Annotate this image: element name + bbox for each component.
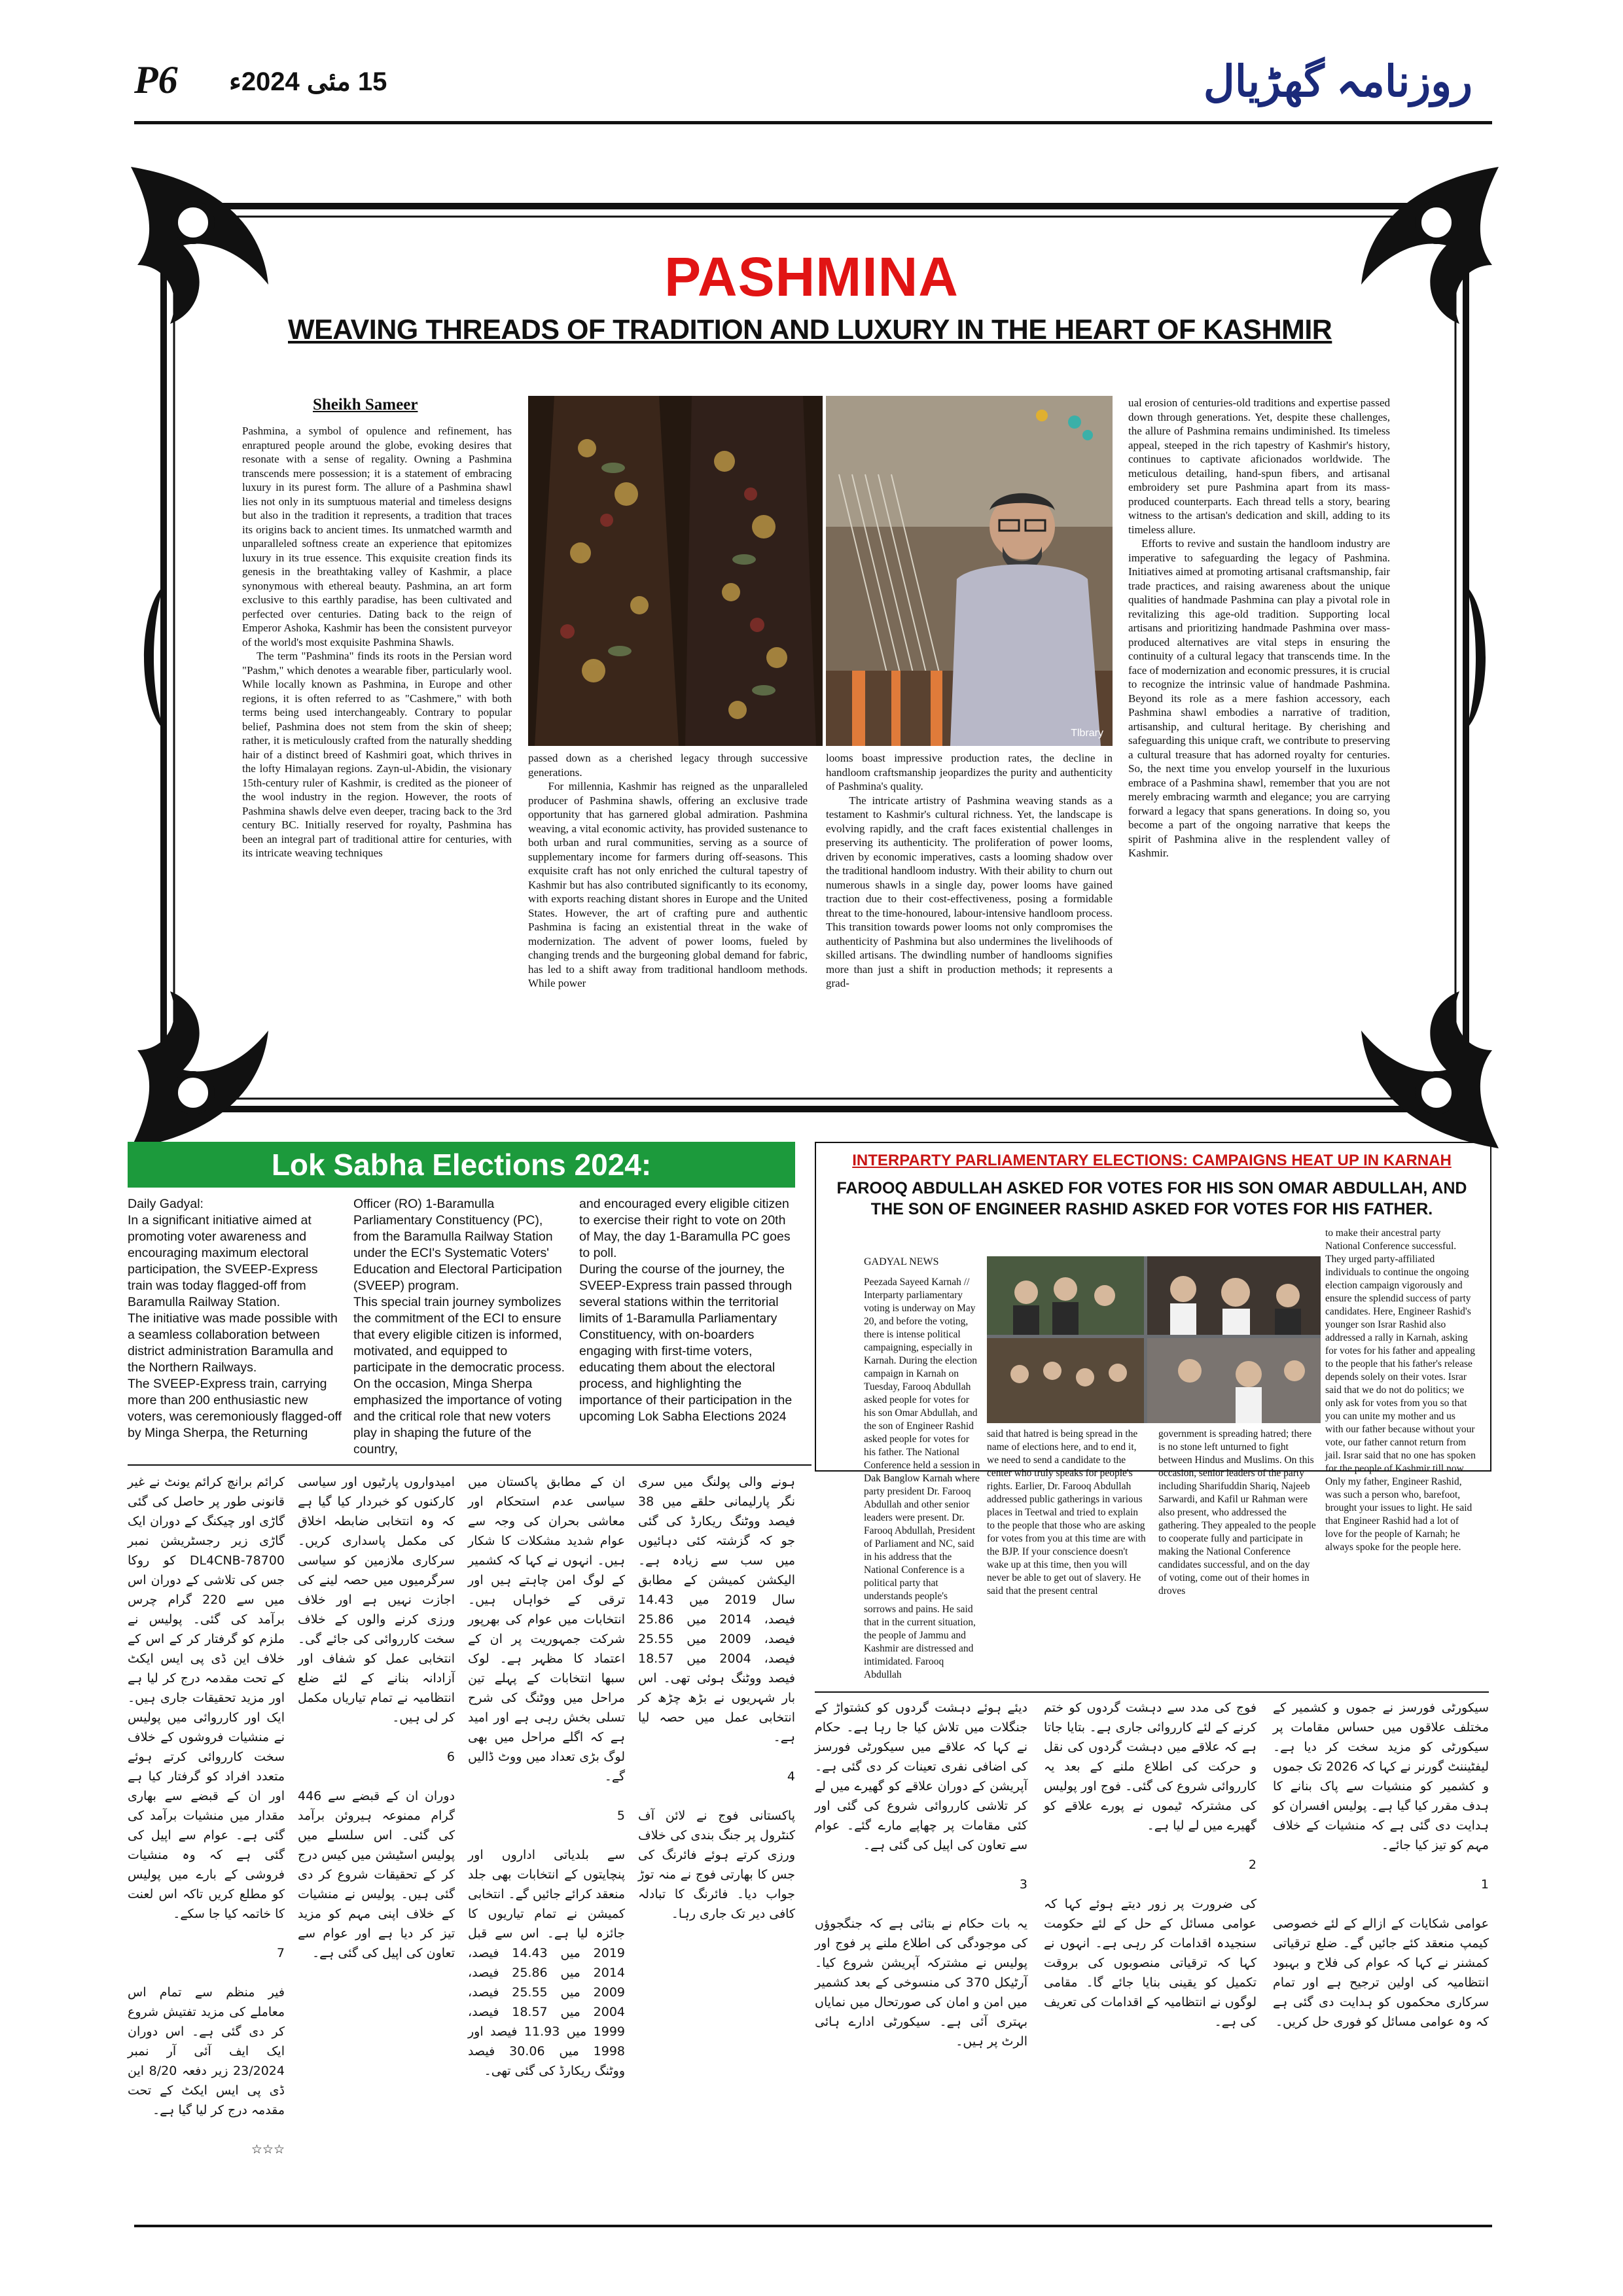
urdu-col-3: ان کے مطابق پاکستان میں سیاسی عدم استحکام اور معاشی بحران کی وجہ سے عوام شدید مشکلات کا شکار ہیں۔ انہوں نے کہا کہ کشمیر کے لوگ امن چاہتے ہیں اور ترقی کے خواہاں ہیں۔ انتخابات میں عوام کی بھرپور شرکت جمہوریت پر ان کے اعتماد کا مظہر ہے۔ لوک سبھا انتخابات کے پہلے تین مراحل میں ووٹنگ کی شرح تسلی بخش رہی ہے اور امید ہے کہ اگلے مراحل میں بھی لوگ بڑی تعداد میں ووٹ ڈالیں گے۔ 5 سے بلدیاتی اداروں اور پنچایتوں کے انتخابات بھی جلد منعقد کرائے جائیں گے۔ انتخابی کمیشن نے تمام تیاریوں کا جائزہ لیا ہے۔ اس سے قبل 2019 میں 14.43 فیصد، 2014 میں 25.86 فیصد، 2009 میں 25.55 فیصد، 2004 میں 18.57 فیصد، 1999 میں 11.93 فیصد اور 1998 میں 30.06 فیصد ووٹنگ ریکارڈ کی گئی تھی۔ bbox=[468, 1475, 626, 2078]
karnah-kicker: INTERPARTY PARLIAMENTARY ELECTIONS: CAMPAIGNS HEAT UP IN KARNAH bbox=[852, 1152, 1452, 1169]
photo-credit: Tlbrary bbox=[1071, 728, 1103, 739]
feature-col-2: passed down as a cherished legacy through successive generations. For millennia, Kashmir has reigned as the unparalleled producer of Pashmina shawls, offering an exclusive trade opportunity that has garnered global admiration. Pashmina weaving, a vital economic activity, has provided sustenance to both urban and rural communities, serving as a source of supplementary income for farmers during off-seasons. This exquisite craft has not only enriched the cultural tapestry of Kashmir but has also contributed significantly to its economy, with exports reaching distant shores in Europe and the United States. However, the art of crafting pure and authentic Pashmina is facing an existential threat in the wake of modernization. The advent of power looms, fueled by changing trends and the burgeoning global demand for fabric, has led to a shift away from traditional handloom methods. While power bbox=[528, 752, 808, 989]
feature-col-1: Pashmina, a symbol of opulence and refinement, has enraptured people around the globe, evoking desires that resonate with a sense of regality. Owning a Pashmina transcends mere possession; it is a statement of embracing luxury in its purest form. The allure of a Pashmina shawl lies not only in its sumptuous material and timeless designs but also in the tradition it represents, a tradition that traces its origins back to ancient times. Its unmatched warmth and unparalleled softness create an experience that epitomizes luxury in its true essence. This exquisite creation finds its genesis in the breathtaking valley of Kashmir, a place synonymous with ethereal beauty. Pashmina, an art form exclusive to this earthly paradise, has been cultivated and perfected over centuries. Dating back to the reign of Emperor Ashoka, Kashmir has been the consistent purveyor of the world's most exquisite Pashmina Shawls. The term "Pashmina" finds its roots in the Persian word "Pashm," which denotes a wearable fiber, particularly wool. While locally known as Pashmina, in Europe and other regions, it is often referred to as "Cashmere," with both terms being used interchangeably. Contrary to popular belief, Pashmina does not stem from the skin of sheep; rather, it is meticulously crafted from the naturally shedding hair of a distinct breed of Kashmiri goat, which thrives in the lofty Himalayan regions. Zayn-ul-Abidin, the visionary 15th-century ruler of Kashmir, is credited as the pioneer of the wool industry in the region. However, the roots of Pashmina shawls delve even deeper, tracing back to the 3rd century BC. Initially reserved for royalty, Pashmina has been an integral part of traditional attire for centuries, with its intricate weaving techniques bbox=[242, 425, 512, 859]
urdu-section-rule bbox=[128, 1464, 812, 1466]
karnah-col-2: said that hatred is being spread in the name of elections here, and to end it, we need to send a candidate to the center who truly speaks for people's rights. Earlier, Dr. Farooq Abdullah addressed public gatherings in various places in Teetwal and tried to explain to the people that those who are asking for votes from you at this time are with the BJP. If your conscience doesn't wake up at this time, then you will never be able to get out of slavery. He said that the present central bbox=[987, 1428, 1149, 1597]
karnah-headline: FAROOQ ABDULLAH ASKED FOR VOTES FOR HIS SON OMAR ABDULLAH, AND THE SON OF ENGINEER RASHID ASKED FOR VOTES FOR HIS FATHER. bbox=[836, 1179, 1467, 1218]
loksabha-banner: Lok Sabha Elections 2024: bbox=[128, 1142, 795, 1188]
feature-title: PASHMINA bbox=[664, 246, 959, 308]
urdu-col-5: دیئے ہوئے دہشت گردوں کو کشتواڑ کے جنگلات میں تلاش کیا جا رہا ہے۔ حکام نے کہا کہ علاقے میں سیکورٹی فورسز کی اضافی نفری تعینات کر دی گئی ہے۔ آپریشن کے دوران علاقے کو گھیرے میں لے کر تلاشی کارروائی شروع کی گئی اور کئی مقامات پر چھاپے مارے گئے۔ عوام سے تعاون کی اپیل کی گئی ہے۔ 3 یہ بات حکام نے بتائی ہے کہ جنگجوؤں کی موجودگی کی اطلاع ملنے پر فوج اور پولیس نے مشترکہ آپریشن شروع کیا۔ آرٹیکل 370 کی منسوخی کے بعد کشمیر میں امن و امان کی صورتحال میں نمایاں بہتری آئی ہے۔ سیکورٹی ادارے ہائی الرٹ پر ہیں۔ bbox=[815, 1701, 1027, 2049]
feature-col-3: looms boast impressive production rates, the decline in handloom craftsmanship jeopardizes the purity and authenticity of Pashmina's quality. The intricate artistry of Pashmina weaving stands as a testament to Kashmir's cultural richness. Yet, the landscape is evolving rapidly, and the craft faces existential challenges in preserving its authenticity. The proliferation of power looms, driven by economic imperatives, casts a looming shadow over the traditional handloom industry. With their ability to churn out numerous shawls in a single day, power looms have gained traction due to their cost-effectiveness, posing a formidable threat to the time-honoured, labour-intensive handloom process. This transition towards power looms not only compromises the authenticity of Pashmina but also undermines the livelihoods of skilled artisans. The dwindling number of handlooms signifies more than just a shift in production methods; it represents a grad- bbox=[826, 752, 1113, 989]
feature-col-4: ual erosion of centuries-old traditions and expertise passed down through generations. Yet, despite these challenges, the allure of Pashmina remains undiminished. Its timeless appeal, steeped in the rich tapestry of Kashmir's history, continues to captivate aficionados worldwide. The meticulous detailing, hand-spun fibers, and artisanal embroidery set pure Pashmina apart from its mass-produced counterparts. Each thread tells a story, bearing witness to the artisan's dedication and skill, adding to its timeless allure. Efforts to revive and sustain the handloom industry are imperative to safeguarding the legacy of Pashmina. Initiatives aimed at promoting artisanal craftsmanship, fair trade practices, and raising awareness about the unique qualities of handmade Pashmina can play a pivotal role in revitalizing this age-old tradition. Supporting local artisans and prioritizing handmade Pashmina over mass-produced alternatives are vital steps in ensuring the continuity of a cultural legacy that transcends time. In the face of modernization and economic pressures, it is crucial to recognize the intrinsic value of handmade Pashmina. Beyond its role as a mere fashion accessory, each Pashmina shawl embodies a narrative of tradition, artisanship, and cultural heritage. By cherishing and safeguarding this unique craft, we contribute to preserving a cultural treasure that has adorned royalty for centuries. So, the next time you envelop yourself in the luxurious embrace of a Pashmina shawl, remember that you are not merely embracing warmth and elegance; you are carrying forward a legacy that spans generations. In doing so, you become a part of the ongoing narrative that keeps the spirit of Pashmina alive in the resplendent valley of Kashmir. bbox=[1128, 397, 1391, 859]
karnah-source: GADYAL NEWS bbox=[864, 1256, 939, 1267]
urdu-col-1: کرائم برانچ کرائم یونٹ نے غیر قانونی طور پر حاصل کی گئی گاڑی اور چیکنگ کے دوران ایک گاڑی زیر رجسٹریشن نمبر DL4CNB-78700 کو روکا جس کی تلاشی کے دوران اس میں سے 220 گرام چرس برآمد کی گئی۔ پولیس نے ملزم کو گرفتار کر کے اس کے خلاف این ڈی پی ایس ایکٹ کے تحت مقدمہ درج کر لیا ہے اور مزید تحقیقات جاری ہیں۔ ایک اور کارروائی میں پولیس نے منشیات فروشوں کے خلاف سخت کارروائی کرتے ہوئے متعدد افراد کو گرفتار کیا ہے اور ان کے قبضے سے بھاری مقدار میں منشیات برآمد کی گئی ہے۔ عوام سے اپیل کی گئی ہے کہ وہ منشیات فروشی کے بارے میں پولیس کو مطلع کریں تاکہ اس لعنت کا خاتمہ کیا جا سکے۔ 7 فیر منظم سے تمام اس معاملے کی مزید تفتیش شروع کر دی گئی ہے۔ اس دوران ایک ایف آئی آر نمبر 23/2024 زیر دفعہ 8/20 این ڈی پی ایس ایکٹ کے تحت مقدمہ درج کر لیا گیا ہے۔ ☆☆☆ bbox=[128, 1475, 285, 2157]
masthead: روزنامہ گھڑیال bbox=[1203, 57, 1472, 105]
byline: Sheikh Sameer bbox=[313, 396, 418, 414]
karnah-col-1: Peezada Sayeed Karnah // Interparty parliamentary voting is underway on May 20, and before the voting, there is intense political campaigning, especially in Karnah. During the election campaign in Karnah on Tuesday, Farooq Abdullah asked people for votes for his son Omar Abdullah, and the son of Engineer Rashid asked people for votes for his father. The National Conference held a session in Dak Banglow Karnah where party president Dr. Farooq Abdullah and other senior leaders were present. Dr. Farooq Abdullah, President of Parliament and NC, said in his address that the National Conference is a political party that understands people's sorrows and pains. He said that in the current situation, the people of Jammu and Kashmir are distressed and intimidated. Farooq Abdullah bbox=[864, 1277, 983, 1680]
karnah-rally-photo bbox=[987, 1256, 1321, 1423]
urdu-col-2: امیدواروں پارٹیوں اور سیاسی کارکنوں کو خبردار کیا گیا ہے کہ وہ انتخابی ضابطہ اخلاق کی مکمل پاسداری کریں۔ سرکاری ملازمین کو سیاسی سرگرمیوں میں حصہ لینے کی اجازت نہیں ہے اور خلاف ورزی کرنے والوں کے خلاف سخت کارروائی کی جائے گی۔ انتخابی عمل کو شفاف اور آزادانہ بنانے کے لئے ضلع انتظامیہ نے تمام تیاریاں مکمل کر لی ہیں۔ 6 دوران ان کے قبضے سے 446 گرام ممنوعہ ہیروئن برآمد کی گئی۔ اس سلسلے میں پولیس اسٹیشن میں کیس درج کر کے تحقیقات شروع کر دی گئی ہیں۔ پولیس نے منشیات کے خلاف اپنی مہم کو مزید تیز کر دیا ہے اور عوام سے تعاون کی اپیل کی گئی ہے۔ bbox=[298, 1475, 455, 1960]
footer-rule bbox=[134, 2225, 1492, 2227]
issue-date: 15 مئی 2024ء bbox=[229, 67, 387, 96]
loksabha-col-2: Officer (RO) 1-Baramulla Parliamentary Constituency (PC), from the Baramulla Railway Station under the ECI's Systematic Voters' Education and Electoral Participation (SVEEP) program. This special train journey symbolizes the commitment of the ECI to ensure that every eligible citizen is informed, motivated, and equipped to participate in the democratic process. On the occasion, Minga Sherpa emphasized the importance of voting and the critical role that new voters play in shaping the future of the country, bbox=[353, 1197, 565, 1457]
urdu-col-6: فوج کی مدد سے دہشت گردوں کو ختم کرنے کے لئے کارروائی جاری ہے۔ بتایا جاتا ہے کہ علاقے میں دہشت گردوں کی نقل و حرکت کی اطلاع ملنے کے بعد یہ کارروائی شروع کی گئی۔ فوج اور پولیس کی مشترکہ ٹیموں نے پورے علاقے کو گھیرے میں لے لیا ہے۔ 2 کی ضرورت پر زور دیتے ہوئے کہا کہ عوامی مسائل کے حل کے لئے حکومت سنجیدہ اقدامات کر رہی ہے۔ انہوں نے کہا کہ ترقیاتی منصوبوں کی بروقت تکمیل کو یقینی بنایا جائے گا۔ مقامی لوگوں نے انتظامیہ کے اقدامات کی تعریف کی ہے۔ bbox=[1044, 1701, 1257, 2029]
page-number: P6 bbox=[134, 58, 178, 101]
urdu-col-4: ہونے والی پولنگ میں سری نگر پارلیمانی حلقے میں 38 فیصد ووٹنگ ریکارڈ کی گئی جو کہ گزشتہ کئی دہائیوں میں سب سے زیادہ ہے۔ الیکشن کمیشن کے مطابق سال 2019 میں 14.43 فیصد، 2014 میں 25.86 فیصد، 2009 میں 25.55 فیصد، 2004 میں 18.57 فیصد ووٹنگ ہوئی تھی۔ اس بار شہریوں نے بڑھ چڑھ کر انتخابی عمل میں حصہ لیا ہے۔ 4 پاکستانی فوج نے لائن آف کنٹرول پر جنگ بندی کی خلاف ورزی کرتے ہوئے فائرنگ کی جس کا بھارتی فوج نے منہ توڑ جواب دیا۔ فائرنگ کا تبادلہ کافی دیر تک جاری رہا۔ bbox=[638, 1475, 795, 1921]
urdu-col-7: سیکورٹی فورسز نے جموں و کشمیر کے مختلف علاقوں میں حساس مقامات پر سیکورٹی کو مزید سخت کر دیا ہے۔ لیفٹیننٹ گورنر نے کہا کہ 2026 تک جموں و کشمیر کو منشیات سے پاک بنانے کا ہدف مقرر کیا گیا ہے۔ پولیس افسران کو ہدایت دی گئی ہے کہ منشیات کے خلاف مہم کو تیز کیا جائے۔ 1 عوامی شکایات کے ازالے کے لئے خصوصی کیمپ منعقد کئے جائیں گے۔ ضلع ترقیاتی کمشنر نے کہا کہ عوام کی فلاح و بہبود انتظامیہ کی اولین ترجیح ہے اور تمام سرکاری محکموں کو ہدایت دی گئی ہے کہ وہ عوامی مسائل کو فوری حل کریں۔ bbox=[1273, 1701, 1489, 2029]
pashmina-shawl-photo bbox=[528, 396, 823, 746]
karnah-col-3: government is spreading hatred; there is no stone left unturned to fight between Hindus and Muslims. On this occasion, senior leaders of the party including Sharifuddin Shariq, Najeeb Sarwardi, and Kafil ur Rahman were also present, who addressed the gathering. They appealed to the people to cooperate fully and participate in making the National Conference candidates successful, and on the day of voting, come out of their homes in droves bbox=[1158, 1428, 1319, 1597]
karnah-col-4: to make their ancestral party National Conference successful. They urged party-affiliated individuals to continue the ongoing election campaign vigorously and ensure the splendid success of party candidates. Here, Engineer Rashid's younger son Israr Rashid also addressed a rally in Karnah, asking for votes for his father and appealing to the people that his father's release depends solely on their votes. Israr said that we do not do politics; we only ask for votes from you so that you can unite my mother and us with our father because without your vote, our father cannot return from jail. Israr said that no one has spoken for the people of Kashmir till now. Only my father, Engineer Rashid, was such a person who, barefoot, brought your issues to light. He said that Engineer Rashid had a lot of love for the people of Karnah; he always spoke for the people here. bbox=[1325, 1227, 1478, 1553]
header-rule bbox=[134, 121, 1492, 124]
loksabha-col-3: and encouraged every eligible citizen to exercise their right to vote on 20th of May, the day 1-Baramulla PC goes to poll. During the course of the journey, the SVEEP-Express train passed through several stations within the territorial limits of 1-Baramulla Parliamentary Constituency, with on-boarders engaging with first-time voters, educating them about the electoral process, and highlighting the importance of their participation in the upcoming Lok Sabha Elections 2024 bbox=[579, 1197, 793, 1424]
urdu-section-rule-2 bbox=[815, 1691, 1489, 1693]
feature-subtitle: WEAVING THREADS OF TRADITION AND LUXURY IN THE HEART OF KASHMIR bbox=[288, 314, 1332, 345]
weaver-photo bbox=[826, 396, 1113, 746]
loksabha-col-1: Daily Gadyal: In a significant initiative aimed at promoting voter awareness and encouraging maximum electoral participation, the SVEEP-Express train was today flagged-off from Baramulla Railway Station. The initiative was made possible with a seamless collaboration between district administration Baramulla and the Northern Railways. The SVEEP-Express train, carrying more than 200 enthusiastic new voters, was ceremoniously flagged-off by Minga Sherpa, the Returning bbox=[128, 1197, 342, 1440]
